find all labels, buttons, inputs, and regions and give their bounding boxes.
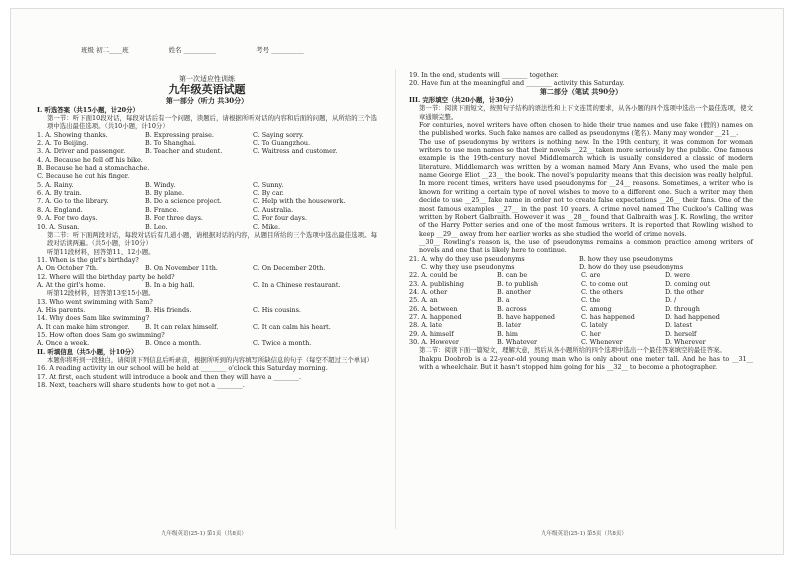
option: B. On November 11th.	[145, 264, 218, 273]
question: 16. A reading activity in our school will be held at ________ o'clock this Saturday morning.	[37, 364, 328, 373]
option: A. Once a week.	[37, 339, 90, 348]
option: 26. A. between	[409, 304, 458, 313]
option: B. later	[497, 321, 522, 330]
option: C. Mike.	[253, 222, 280, 231]
section-instructions: 本题你将听到一段独白，请阅读下列信息后听录音，根据所听到的内容填写所缺信息的句子（每空不超过三个单词）	[47, 356, 373, 364]
option: B. Do a science project.	[145, 197, 222, 206]
class-field: 班级 初二____班	[81, 46, 129, 54]
exam-title: 九年级英语试题	[168, 83, 246, 97]
option: C. Sunny.	[253, 180, 284, 189]
option: 2. A. To Beijing.	[37, 139, 89, 148]
option: B. him	[497, 329, 518, 338]
question-row	[37, 172, 377, 180]
question-row	[37, 156, 377, 164]
option: C. Waitress and customer.	[253, 147, 338, 156]
question-row	[37, 139, 377, 147]
option: 5. A. Rainy.	[37, 180, 74, 189]
options-row	[37, 323, 377, 331]
option: 30. A. However	[409, 338, 459, 346]
option: B. His friends.	[145, 305, 192, 314]
question: 13. Who went swimming with Sam?	[37, 297, 153, 306]
option: C. On December 20th.	[253, 264, 326, 273]
part-one-heading: 第一部分（听力 共30分）	[165, 96, 249, 106]
options-row	[37, 339, 377, 347]
question-row	[37, 223, 377, 231]
question: 18. Next, teachers will share students how to get not a ________.	[37, 381, 245, 390]
option: D. latest	[665, 321, 693, 330]
name-field: 姓名 __________	[168, 46, 217, 54]
question: 15. How often does Sam go swimming?	[37, 330, 165, 339]
option: C. has happened	[581, 312, 635, 321]
options-row	[409, 296, 753, 304]
options-row	[409, 330, 753, 338]
option: B. have happened	[497, 312, 555, 321]
right-column	[409, 71, 753, 371]
option: A. His parents.	[37, 305, 86, 314]
option: C. Saying sorry.	[253, 130, 304, 139]
options-table	[409, 271, 753, 346]
exam-number-field: 考号 __________	[256, 46, 304, 54]
options-row	[409, 305, 753, 313]
option: B. For three days.	[145, 214, 203, 223]
option: B. Because he had a stomachache.	[37, 164, 150, 173]
options-row	[409, 255, 753, 263]
option: 6. A. By train.	[37, 189, 82, 198]
options-row	[37, 306, 377, 314]
option: D. how do they use pseudonyms	[579, 262, 683, 271]
options-row	[409, 321, 753, 329]
option: C. By car.	[253, 189, 284, 198]
option: C. His cousins.	[253, 305, 301, 314]
option: B. across	[497, 304, 527, 313]
option: C. Australia.	[253, 205, 294, 214]
option: B. a	[497, 296, 510, 305]
question-row	[37, 147, 377, 155]
option: C. are	[581, 271, 601, 280]
option: D. through	[665, 304, 700, 313]
option: B. Leo.	[145, 222, 168, 231]
option: C. lately	[581, 321, 608, 330]
option: B. By plane.	[145, 189, 184, 198]
option: C. Whenever	[581, 338, 623, 346]
option: 7. A. Go to the library.	[37, 197, 109, 206]
option: C. among	[581, 304, 612, 313]
question: 20. Have fun at the meaningful and ________ activity this Saturday.	[409, 79, 625, 88]
option: C. the	[581, 296, 601, 305]
option: 24. A. other	[409, 287, 448, 296]
option: D. the other	[665, 287, 704, 296]
options-row	[409, 271, 753, 279]
option: B. To Shanghai.	[145, 139, 196, 148]
option: 22. A. could be	[409, 271, 458, 280]
option: B. Whatever	[497, 338, 538, 346]
passage-paragraph: The use of pseudonyms by writers is nothing new. In the 19th century, it was common for woman writers to use men names so that their novels __22__ taken more seriously by the public. One famous example is the 19th-century novel Middlemarch which is usually considered a classic of modern literature. Middlemarch was written by a woman named Mary Ann Evans, who used the male pen name George Eliot __23__ the book. The novel's popularity means that this decision was really helpful. In more recent times, writers have used pseudonyms for __24__ reasons. Sometimes, a writer who is known for writing a certain type of novel wishes to move to a different one. Such a writer may then decide to use __25__ fake name in order not to create false expectations __26__ their fans. One of the most famous examples __27__ in the past 10 years. A crime novel named The Cuckoo's Calling was written by Robert Galbraith. However it was __28__ found that Galbraith was J. K. Rowling, the writer of the Harry Potter series and one of the most famous writers. It is reported that Rowling wished to keep __29__ away from her earlier works as she studied the world of crime novels.	[419, 137, 753, 238]
option: D. /	[665, 296, 677, 305]
option: 4. A. Because he fell off his bike.	[37, 155, 143, 164]
option: 23. A. publishing	[409, 279, 464, 288]
passage-paragraph: Ihakpu Doobrob is a 22-year-old young man who is only about one meter tall. And he has to __31__ with a wheelchair. But it hasn't stopped him going for his __32__ to become a photographer.	[419, 354, 753, 372]
option: 10. A. Susan.	[37, 222, 80, 231]
column-divider	[395, 69, 396, 529]
page-footer: 九年级英语(25-1) 第1页（共8页）	[161, 531, 247, 537]
option: C. In a Chinese restaurant.	[253, 280, 341, 289]
options-row	[409, 313, 753, 321]
question: 17. At first, each student will introduce a book and then they will have a ________.	[37, 372, 301, 381]
option: B. Windy.	[145, 180, 176, 189]
options-row	[37, 281, 377, 289]
part-two-heading: 第二部分（笔试 共90分）	[539, 86, 623, 96]
exam-paper	[10, 8, 784, 555]
option: A. At the girl's home.	[37, 280, 106, 289]
option: 29. A. himself	[409, 329, 454, 338]
options-row	[409, 263, 753, 271]
option: B. Expressing praise.	[145, 130, 214, 139]
option: 9. A. For two days.	[37, 214, 98, 223]
option: C. Help with the housework.	[253, 197, 346, 206]
question: 11. When is the girl's birthday?	[37, 255, 139, 264]
option: C. why they use pseudonyms	[421, 262, 515, 271]
option: B. It can relax himself.	[145, 322, 219, 331]
question-row	[37, 214, 377, 222]
page-footer: 九年级英语(25-1) 第5页（共8页）	[541, 531, 627, 537]
option: D. coming out	[665, 279, 711, 288]
option: 8. A. England.	[37, 205, 83, 214]
option: B. to publish	[497, 279, 538, 288]
question-row	[37, 206, 377, 214]
options-row	[409, 288, 753, 296]
option: B. how they use pseudonyms	[579, 254, 673, 263]
option: 3. A. Driver and passenger.	[37, 147, 126, 156]
question: 14. Why does Sam like swimming?	[37, 314, 150, 323]
section-heading: I. 听选答案（共15小题，计20分）	[37, 105, 139, 114]
option: B. Teacher and student.	[145, 147, 223, 156]
sub-instructions: 听第12段材料，回答第13至15小题。	[47, 289, 155, 298]
option: 1. A. Showing thanks.	[37, 130, 108, 139]
option: A. On October 7th.	[37, 264, 99, 273]
sub-instructions: 听第11段材料，回答第11、12小题。	[47, 247, 155, 256]
option: C. to come out	[581, 279, 629, 288]
option: B. France.	[145, 205, 179, 214]
option: 27. A. happened	[409, 312, 462, 321]
question-row	[37, 131, 377, 139]
option: C. Because he cut his finger.	[37, 172, 130, 181]
option: C. It can calm his heart.	[253, 322, 331, 331]
option: C. To Guangzhou.	[253, 139, 311, 148]
option: C. Twice a month.	[253, 339, 312, 348]
passage-paragraph: For centuries, novel writers have often chosen to hide their true names and use fake (假的) names on the published works. Such fake names are called as pseudonyms (笔名). Many may wonder __21__.	[419, 121, 753, 138]
option: B. In a big hall.	[145, 280, 195, 289]
section-heading: III. 完形填空（共20小题，计30分）	[409, 96, 517, 105]
left-column	[37, 71, 377, 389]
option: D. Wherever	[665, 338, 706, 346]
options-row	[409, 280, 753, 288]
question-row	[37, 189, 377, 197]
section-instructions: 第一节：听下面10段对话，每段对话后有一个问题，读题后，请根据所听对话的内容和后面的问题，从所给的三个选项中选出最佳选项。（共10小题，计10分）	[47, 114, 377, 131]
option: 25. A. an	[409, 296, 438, 305]
question-list	[37, 131, 377, 231]
options-row	[37, 264, 377, 272]
option: D. herself	[665, 329, 697, 338]
section-instructions: 第二节：听下面两段对话，每段对话后有几道小题，请根据对话的内容，从题目所给的三个选项中选出最佳选项。每段对话读两遍。（共5小题，计10分）	[47, 230, 377, 248]
option: D. had happened	[665, 312, 720, 321]
question: 12. Where will the birthday party be held?	[37, 272, 175, 281]
section-instructions: 第二节：阅读下面一篇短文，理解大意，然后从各小题所给的四个选项中选出一个最佳答案填空的最佳答案。	[419, 346, 726, 355]
option: C. For four days.	[253, 214, 307, 223]
option: B. another	[497, 287, 532, 296]
question-row	[37, 164, 377, 172]
option: 21. A. why do they use pseudonyms	[409, 254, 525, 263]
option: C. the others	[581, 287, 623, 296]
option: B. Once a month.	[145, 339, 202, 348]
option: B. can be	[497, 271, 528, 280]
option: D. were	[665, 271, 691, 280]
exam-header	[81, 45, 304, 54]
option: 28. A. late	[409, 321, 443, 330]
exam-subtitle: 第一次适应性训练	[179, 75, 235, 83]
question: 19. In the end, students will ________ together.	[409, 71, 559, 79]
question-row	[37, 197, 377, 205]
question-row	[37, 181, 377, 189]
passage-paragraph: __30__ Rowling's reason is, the use of pseudonyms remains a common practice among writers of novels and one that is likely here to continue.	[419, 237, 753, 255]
section-instructions: 第一节：阅读下面短文，按照句子结构的语法性和上下文连贯的要求，从各小题的四个选项中选出一个最佳选项，使文章通顺完整。	[419, 104, 753, 121]
option: A. It can make him stronger.	[37, 322, 130, 331]
section-heading: II. 听填信息（共5小题，计10分）	[37, 347, 138, 356]
option: C. her	[581, 329, 601, 338]
